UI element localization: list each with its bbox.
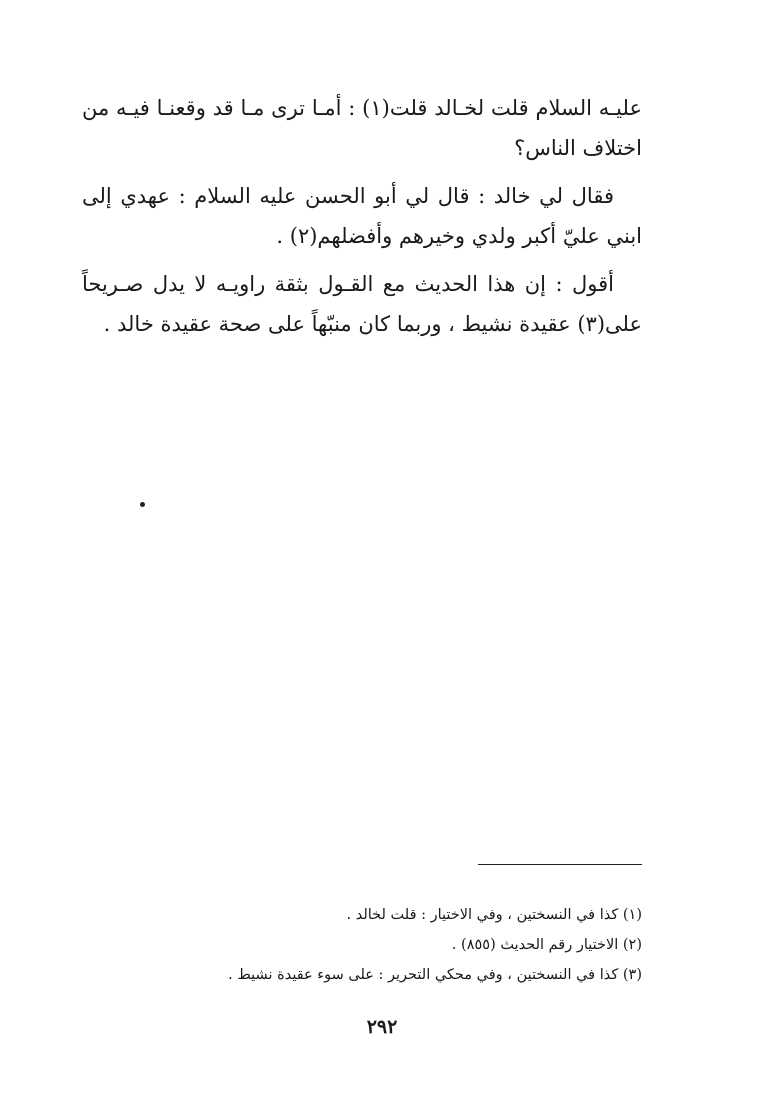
paragraph-2: فقال لي خالد : قال لي أبو الحسن عليه السلام : عهدي إلى ابني عليّ أكبر ولدي وخيرهم وأفضلهم(٢) . [82,184,642,248]
footnote-1: (١) كذا في النسختين ، وفي الاختيار : قلت لخالد . [346,907,642,923]
paragraph-3: أقول : إن هذا الحديث مع القـول بثقة راويـه لا يدل صـريحاً على(٣) عقيدة نشيط ، وربما كان منبّهاً على صحة عقيدة خالد . [82,272,642,336]
paragraph-1: عليـه السلام قلت لخـالد قلت(١) : أمـا ترى مـا قد وقعنـا فيـه من اختلاف الناس؟ [82,96,642,160]
footnote-divider [478,864,642,865]
footnotes [150,900,642,990]
page-number: ٢٩٢ [366,1016,398,1038]
footnote-3: (٣) كذا في النسختين ، وفي محكي التحرير : على سوء عقيدة نشيط . [228,967,642,983]
footnote-2: (٢) الاختيار رقم الحديث (٨٥٥) . [451,937,642,953]
stray-mark [140,502,145,507]
body-text [82,88,642,352]
